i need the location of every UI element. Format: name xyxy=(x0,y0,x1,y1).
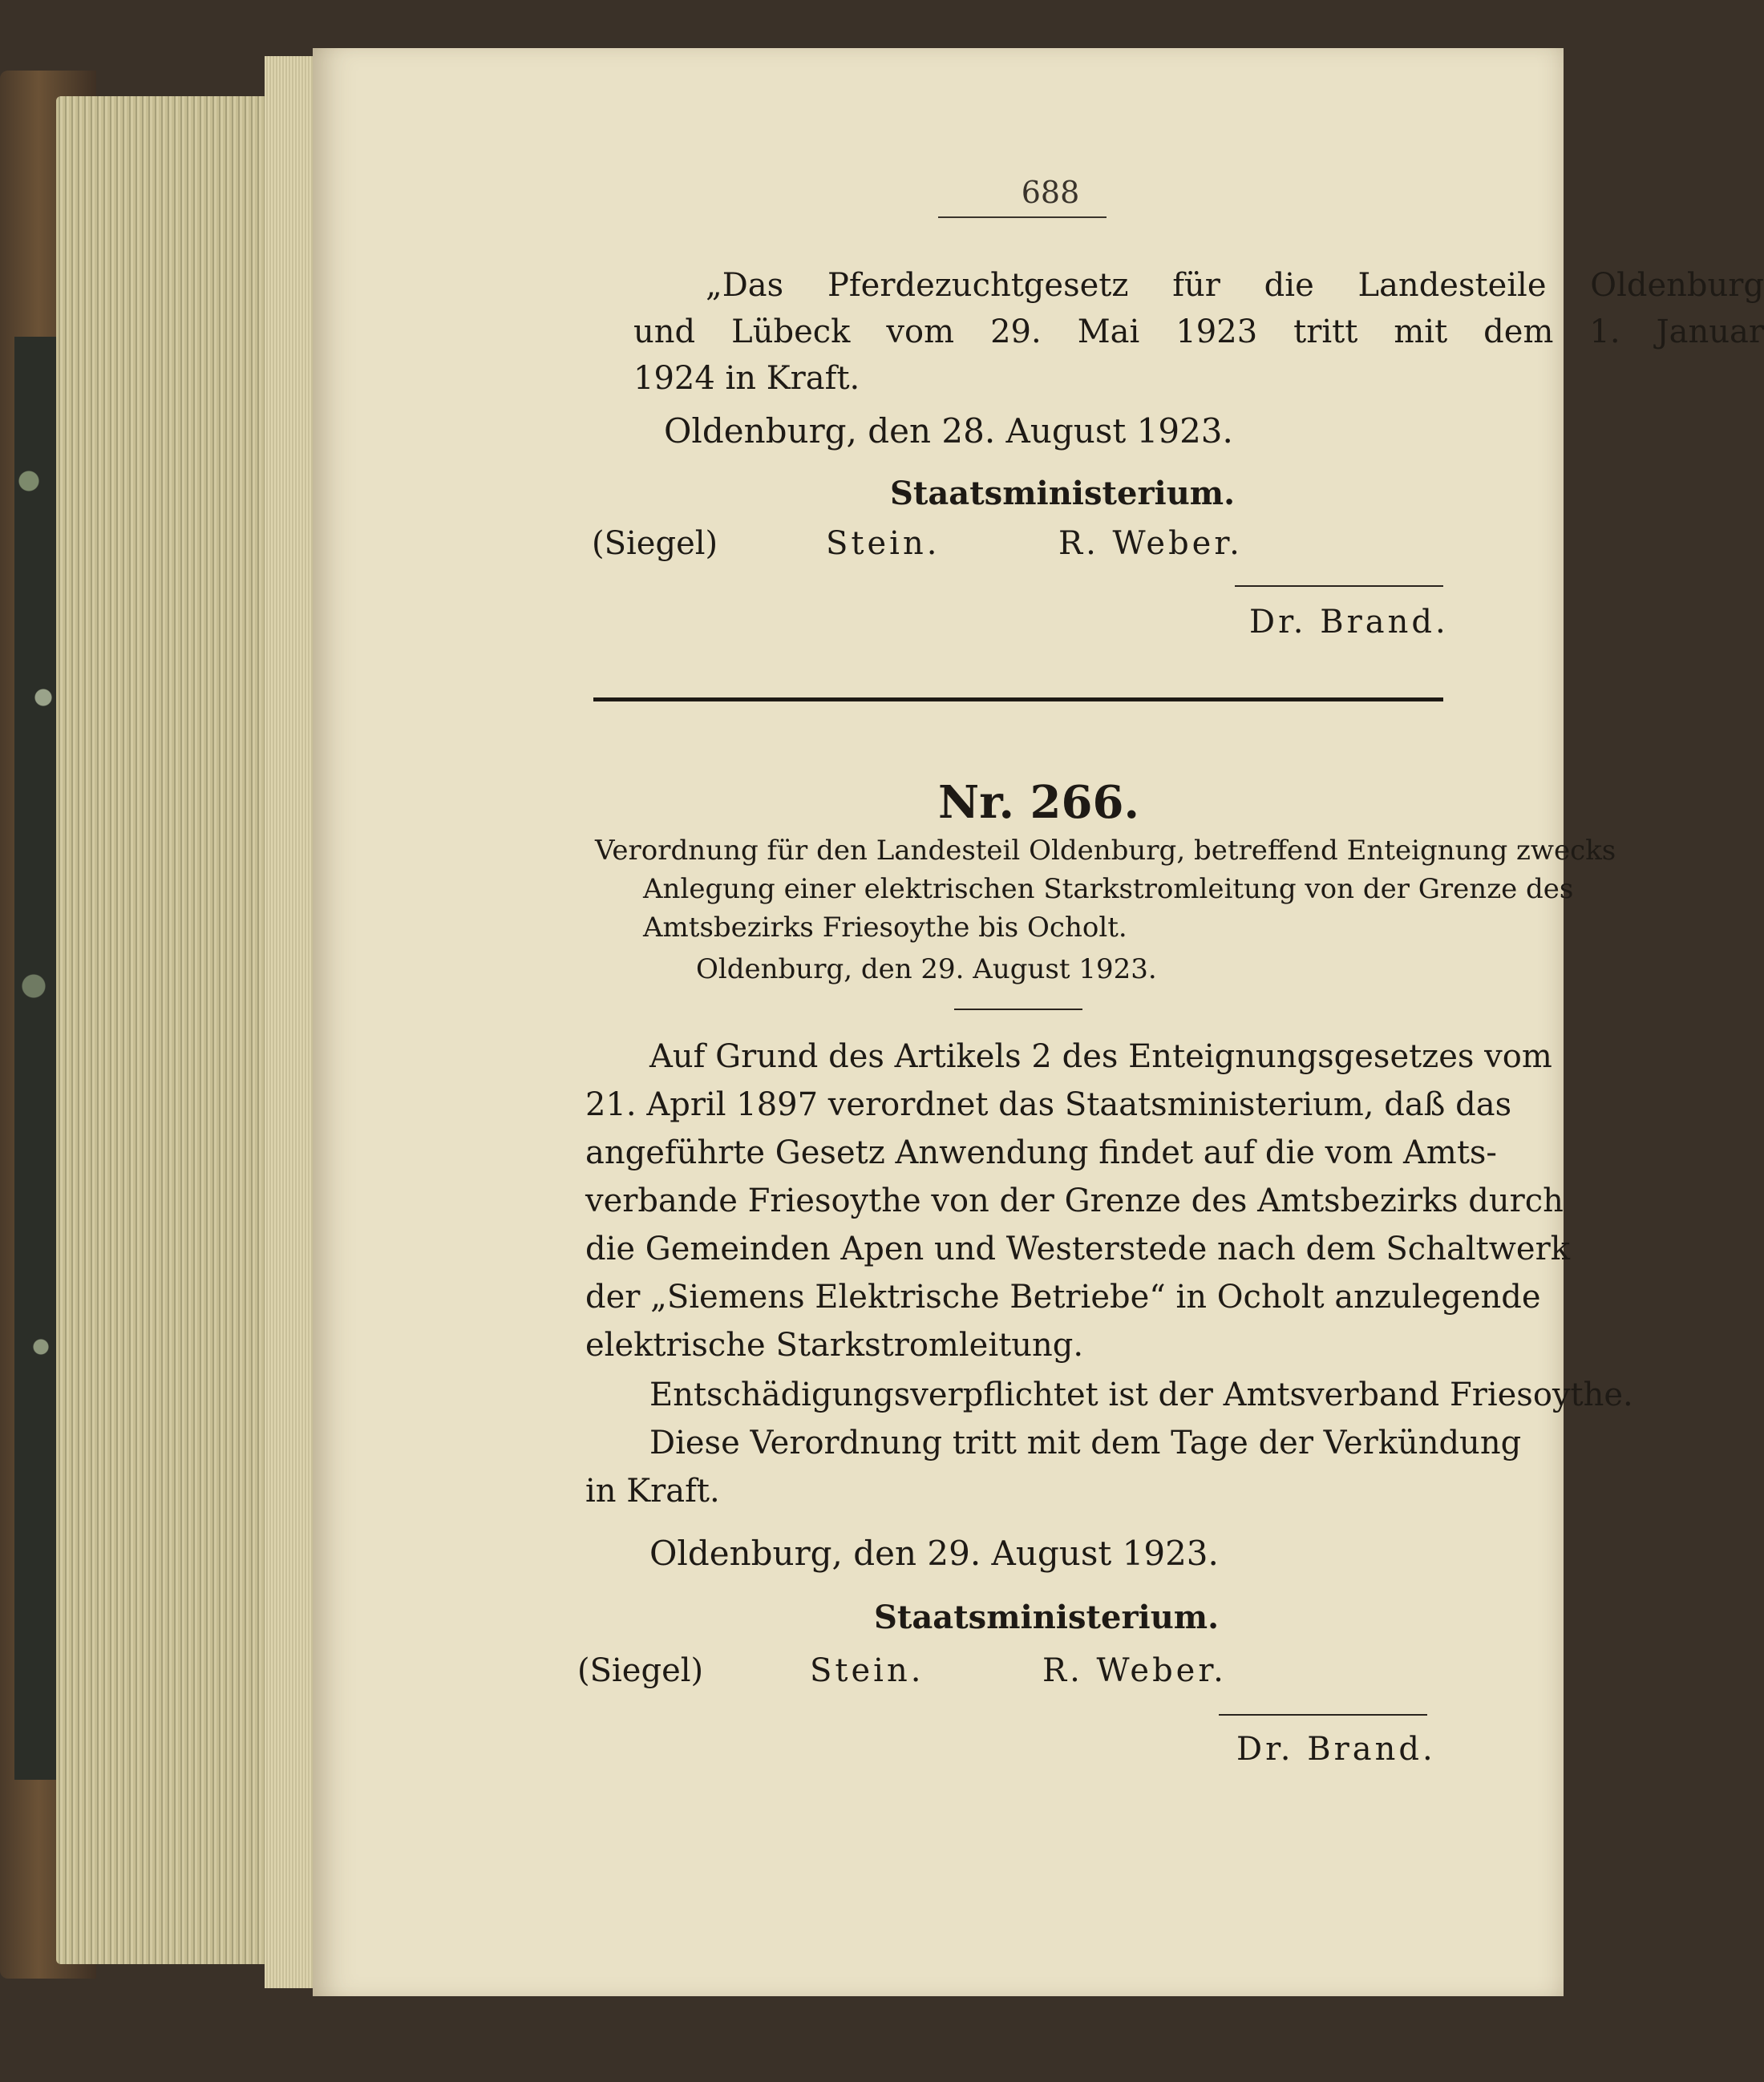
body-line: die Gemeinden Apen und Westerstede nach dem Schaltwerk xyxy=(585,1231,1570,1267)
paragraph-line: 1924 in Kraft. xyxy=(633,360,860,397)
page-number: 688 xyxy=(1021,175,1080,210)
body-line: elektrische Starkstromleitung. xyxy=(585,1327,1084,1364)
ordinance-date: Oldenburg, den 29. August 1923. xyxy=(696,953,1157,985)
marbled-edge xyxy=(14,337,63,1780)
page-edges-inner xyxy=(265,56,313,1988)
body-line: Auf Grund des Artikels 2 des Enteignungsgesetzes vom xyxy=(649,1038,1552,1075)
ordinance-number: Nr. 266. xyxy=(938,776,1139,829)
paragraph-line: „Das Pferdezuchtgesetz für die Landesteile Oldenburg xyxy=(706,267,1764,304)
seal: (Siegel) xyxy=(592,525,718,562)
signer: Stein. xyxy=(810,1652,924,1689)
section-divider xyxy=(593,697,1443,701)
body-line: Entschädigungsverpflichtet ist der Amtsverband Friesoythe. xyxy=(649,1377,1633,1413)
body-line: angeführte Gesetz Anwendung findet auf die vom Amts- xyxy=(585,1134,1497,1171)
page-number-rule xyxy=(938,216,1107,218)
ordinance-title-line: Verordnung für den Landesteil Oldenburg, betreffend Enteignung zwecks xyxy=(595,835,1616,867)
signer: R. Weber. xyxy=(1042,1652,1227,1689)
signer: Stein. xyxy=(826,525,941,562)
ordinance-title-line: Anlegung einer elektrischen Starkstromleitung von der Grenze des xyxy=(643,873,1574,905)
ordinance-title-line: Amtsbezirks Friesoythe bis Ocholt. xyxy=(643,912,1127,944)
signature-rule xyxy=(1235,585,1443,587)
body-line: verbande Friesoythe von der Grenze des Amtsbezirks durch xyxy=(585,1182,1564,1219)
body-line: in Kraft. xyxy=(585,1473,720,1510)
signature-rule xyxy=(1219,1714,1427,1716)
authority: Staatsministerium. xyxy=(874,1599,1220,1636)
paragraph-line: und Lübeck vom 29. Mai 1923 tritt mit dem 1. Januar xyxy=(633,313,1764,350)
place-date: Oldenburg, den 28. August 1923. xyxy=(664,411,1233,451)
body-line: der „Siemens Elektrische Betriebe“ in Ocholt anzulegende xyxy=(585,1279,1541,1316)
seal: (Siegel) xyxy=(577,1652,704,1689)
authority: Staatsministerium. xyxy=(890,475,1236,512)
countersign: Dr. Brand. xyxy=(1236,1731,1436,1768)
document-page xyxy=(313,48,1764,1996)
page-edges xyxy=(56,96,281,1964)
body-line: 21. April 1897 verordnet das Staatsministerium, daß das xyxy=(585,1086,1512,1123)
countersign: Dr. Brand. xyxy=(1249,604,1449,641)
body-line: Diese Verordnung tritt mit dem Tage der Verkündung xyxy=(649,1425,1522,1461)
title-rule xyxy=(954,1009,1082,1010)
place-date: Oldenburg, den 29. August 1923. xyxy=(649,1534,1219,1573)
signer: R. Weber. xyxy=(1058,525,1243,562)
